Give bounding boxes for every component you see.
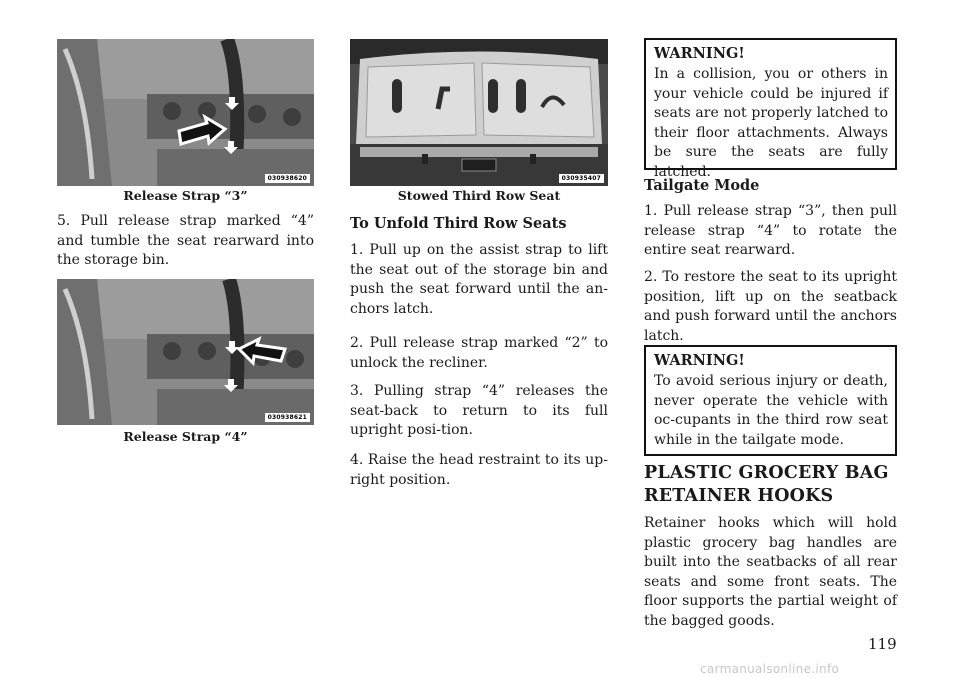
warning-title: WARNING! — [654, 45, 745, 62]
photo-id-code: 030938621 — [265, 413, 310, 422]
caption-release-strap-3: Release Strap “3” — [123, 188, 248, 203]
page-number: 119 — [868, 635, 897, 653]
subhead-unfold-third-row: To Unfold Third Row Seats — [350, 215, 567, 232]
unfold-step-4: 4. Raise the head restraint to its up-right position. — [350, 452, 608, 488]
caption-release-strap-4: Release Strap “4” — [123, 429, 248, 444]
unfold-step-2: 2. Pull release strap marked “2” to unlock the recliner. — [350, 335, 608, 371]
photo-release-strap-3 — [57, 39, 314, 186]
subhead-tailgate-mode: Tailgate Mode — [644, 177, 760, 194]
tailgate-step-1: 1. Pull release strap “3”, then pull release strap “4” to rotate the entire seat rearward. — [644, 203, 897, 258]
photo-id-code: 030938620 — [265, 174, 310, 183]
seat-latch-illustration — [57, 279, 314, 425]
warning-text: In a collision, you or others in your vehicle could be injured if seats are not properly latched to their floor attachments. Always be sure the seats are fully latched. — [654, 66, 888, 180]
section-body: Retainer hooks which will hold plastic grocery bag handles are built into the seatbacks of all rear seats and some front seats. The floor supports the partial weight of the bagged goods. — [644, 515, 897, 629]
warning-box-tailgate — [644, 345, 897, 456]
photo-stowed-third-row-seat — [350, 39, 608, 186]
caption-stowed-third-row-seat: Stowed Third Row Seat — [397, 188, 561, 203]
stowed-seat-illustration — [350, 39, 608, 186]
photo-release-strap-4 — [57, 279, 314, 425]
step-5-text: 5. Pull release strap marked “4” and tumble the seat rearward into the storage bin. — [57, 213, 314, 268]
unfold-step-1: 1. Pull up on the assist strap to lift the seat out of the storage bin and push the seat forward until the an-chors latch. — [350, 242, 608, 317]
warning-title: WARNING! — [654, 352, 745, 369]
warning-text: To avoid serious injury or death, never operate the vehicle with oc-cupants in the third row seat while in the tailgate mode. — [654, 373, 888, 448]
warning-box-latched — [644, 38, 897, 180]
section-title-line-1: PLASTIC GROCERY BAG — [644, 463, 889, 483]
watermark-text: carmanualsonline.info — [700, 662, 840, 676]
section-title-line-2: RETAINER HOOKS — [644, 486, 834, 506]
photo-id-code: 030935407 — [559, 174, 604, 183]
unfold-step-3: 3. Pulling strap “4” releases the seat-back to return to its full upright posi-tion. — [350, 383, 608, 438]
tailgate-step-2: 2. To restore the seat to its upright position, lift up on the seatback and push forward until the anchors latch. — [644, 269, 897, 344]
seat-latch-illustration — [57, 39, 314, 186]
